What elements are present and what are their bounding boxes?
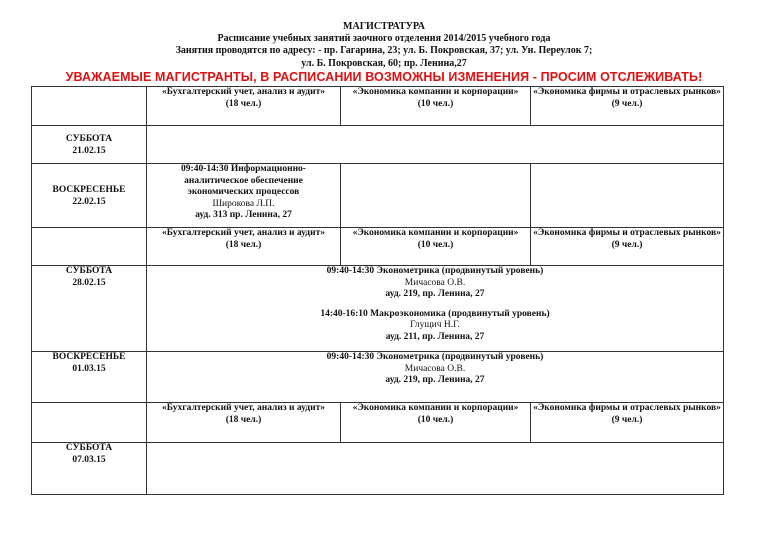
lesson-room: ауд. 313 пр. Ленина, 27 — [195, 210, 292, 220]
day-row — [32, 352, 724, 403]
group-size: (9 чел.) — [611, 239, 643, 250]
group-name: «Экономика фирмы и отраслевых рынков» — [533, 228, 721, 238]
empty-cell — [32, 87, 147, 126]
lesson-title: 09:40-14:30 Эконометрика (продвинутый уровень) — [326, 266, 544, 276]
lesson-teacher: Глущич Н.Г. — [410, 320, 460, 330]
group-header-1 — [147, 228, 341, 266]
date: 22.02.15 — [72, 196, 106, 207]
date: 01.03.15 — [72, 363, 106, 374]
group-size: (18 чел.) — [225, 239, 262, 250]
lesson-title: 14:40-16:10 Макроэкономика (продвинутый уровень) — [320, 308, 550, 319]
group-size: (10 чел.) — [417, 98, 454, 109]
group-name: «Бухгалтерский учет, анализ и аудит» — [162, 403, 325, 413]
weekday: СУББОТА — [65, 443, 113, 453]
empty-cell — [32, 403, 147, 443]
weekday: СУББОТА — [65, 266, 113, 276]
group-header-1 — [147, 403, 341, 443]
group-name: «Экономика компании и корпорации» — [352, 228, 519, 238]
group-header-2 — [341, 87, 531, 126]
empty-cell — [531, 164, 724, 228]
group-header-row — [32, 403, 724, 443]
group-size: (10 чел.) — [417, 414, 454, 425]
day-row — [32, 443, 724, 495]
day-row — [32, 266, 724, 352]
group-header-2 — [341, 403, 531, 443]
group-size: (9 чел.) — [611, 98, 643, 109]
group-size: (10 чел.) — [417, 239, 454, 250]
group-name: «Бухгалтерский учет, анализ и аудит» — [162, 87, 325, 97]
group-name: «Экономика компании и корпорации» — [352, 87, 519, 97]
day-row — [32, 126, 724, 164]
group-name: «Экономика фирмы и отраслевых рынков» — [533, 87, 721, 97]
schedule-table — [31, 86, 724, 495]
day-row — [32, 164, 724, 228]
lesson-cell — [147, 164, 341, 228]
group-header-row — [32, 228, 724, 266]
date: 07.03.15 — [72, 454, 106, 465]
group-name: «Экономика компании и корпорации» — [352, 403, 519, 413]
empty-day-cell — [147, 126, 724, 164]
group-size: (18 чел.) — [225, 98, 262, 109]
group-size: (9 чел.) — [611, 414, 643, 425]
group-size: (18 чел.) — [225, 414, 262, 425]
group-header-1 — [147, 87, 341, 126]
lesson-teacher: Мичасова О.В. — [404, 363, 466, 374]
address-line-2: ул. Б. Покровская, 60; пр. Ленина,27 — [301, 58, 467, 69]
day-label — [32, 352, 147, 403]
lesson-title: 09:40-14:30 Эконометрика (продвинутый уровень) — [326, 352, 544, 362]
group-header-3 — [531, 228, 724, 266]
lesson-cell — [147, 266, 724, 352]
lesson-teacher: Широкова Л.П. — [212, 198, 275, 209]
doc-subtitle: Расписание учебных занятий заочного отделения 2014/2015 учебного года — [217, 33, 551, 44]
day-label — [32, 164, 147, 228]
empty-cell — [32, 228, 147, 266]
lesson-room: ауд. 219, пр. Ленина, 27 — [385, 375, 485, 385]
empty-day-cell — [147, 443, 724, 495]
date: 21.02.15 — [72, 145, 106, 156]
group-header-3 — [531, 403, 724, 443]
address-line-1: Занятия проводятся по адресу: - пр. Гагарина, 23; ул. Б. Покровская, 37; ул. Ун. Переулок 7; — [175, 45, 593, 56]
lesson-room: ауд. 211, пр. Ленина, 27 — [385, 331, 485, 342]
group-header-row — [32, 87, 724, 126]
lesson-title: 09:40-14:30 Информационно-аналитическое обеспечение экономических процессов — [181, 164, 306, 197]
day-label — [32, 126, 147, 164]
empty-cell — [341, 164, 531, 228]
day-label — [32, 266, 147, 352]
weekday: ВОСКРЕСЕНЬЕ — [52, 185, 126, 195]
lesson-teacher: Мичасова О.В. — [404, 277, 466, 288]
group-header-2 — [341, 228, 531, 266]
day-label — [32, 443, 147, 495]
warning-banner: УВАЖАЕМЫЕ МАГИСТРАНТЫ, В РАСПИСАНИИ ВОЗМОЖНЫ ИЗМЕНЕНИЯ - ПРОСИМ ОТСЛЕЖИВАТЬ! — [65, 70, 703, 84]
group-header-3 — [531, 87, 724, 126]
group-name: «Экономика фирмы и отраслевых рынков» — [533, 403, 721, 413]
lesson-room: ауд. 219, пр. Ленина, 27 — [385, 289, 485, 299]
weekday: СУББОТА — [65, 134, 113, 144]
weekday: ВОСКРЕСЕНЬЕ — [52, 352, 126, 362]
lesson-cell — [147, 352, 724, 403]
group-name: «Бухгалтерский учет, анализ и аудит» — [162, 228, 325, 238]
doc-title: МАГИСТРАТУРА — [343, 21, 425, 32]
date: 28.02.15 — [72, 277, 106, 288]
